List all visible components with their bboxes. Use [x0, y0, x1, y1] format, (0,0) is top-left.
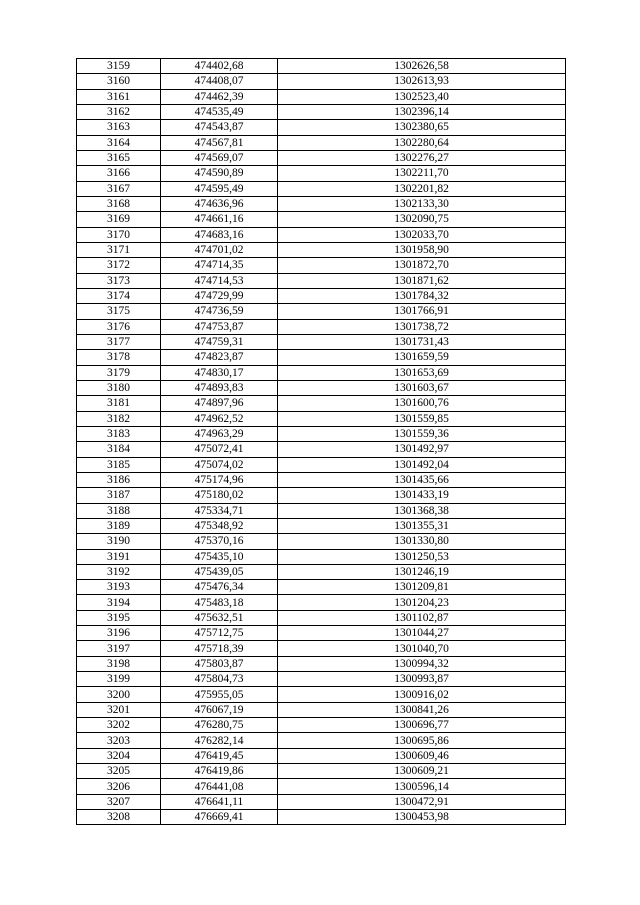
- table-row: [77, 564, 566, 579]
- table-row: [77, 242, 566, 257]
- y-coordinate-cell: 1302276,27: [278, 150, 566, 165]
- point-number-cell: 3166: [77, 166, 161, 181]
- point-number-cell: 3163: [77, 120, 161, 135]
- y-coordinate-cell: 1301600,76: [278, 396, 566, 411]
- point-number-cell: 3171: [77, 242, 161, 257]
- y-coordinate-cell: 1300916,02: [278, 687, 566, 702]
- y-coordinate-cell: 1302626,58: [278, 59, 566, 74]
- y-coordinate-cell: 1301368,38: [278, 503, 566, 518]
- x-coordinate-cell: 476282,14: [161, 733, 278, 748]
- x-coordinate-cell: 474897,96: [161, 396, 278, 411]
- x-coordinate-cell: 475072,41: [161, 442, 278, 457]
- x-coordinate-cell: 474535,49: [161, 104, 278, 119]
- y-coordinate-cell: 1302396,14: [278, 104, 566, 119]
- table-row: [77, 503, 566, 518]
- table-row: [77, 258, 566, 273]
- y-coordinate-cell: 1301766,91: [278, 304, 566, 319]
- point-number-cell: 3196: [77, 626, 161, 641]
- y-coordinate-cell: 1300841,26: [278, 702, 566, 717]
- x-coordinate-cell: 476419,86: [161, 764, 278, 779]
- x-coordinate-cell: 475348,92: [161, 518, 278, 533]
- table-row: [77, 150, 566, 165]
- x-coordinate-cell: 474963,29: [161, 426, 278, 441]
- table-row: [77, 59, 566, 74]
- point-number-cell: 3165: [77, 150, 161, 165]
- point-number-cell: 3193: [77, 580, 161, 595]
- table-row: [77, 365, 566, 380]
- point-number-cell: 3203: [77, 733, 161, 748]
- y-coordinate-cell: 1302201,82: [278, 181, 566, 196]
- table-row: [77, 549, 566, 564]
- table-row: [77, 212, 566, 227]
- point-number-cell: 3192: [77, 564, 161, 579]
- point-number-cell: 3167: [77, 181, 161, 196]
- table-row: [77, 396, 566, 411]
- x-coordinate-cell: 474408,07: [161, 74, 278, 89]
- coordinates-table-body: [77, 59, 566, 825]
- x-coordinate-cell: 475334,71: [161, 503, 278, 518]
- y-coordinate-cell: 1301250,53: [278, 549, 566, 564]
- y-coordinate-cell: 1301044,27: [278, 626, 566, 641]
- y-coordinate-cell: 1301433,19: [278, 488, 566, 503]
- coordinates-table: [76, 58, 566, 825]
- x-coordinate-cell: 475718,39: [161, 641, 278, 656]
- point-number-cell: 3195: [77, 610, 161, 625]
- y-coordinate-cell: 1301355,31: [278, 518, 566, 533]
- table-row: [77, 794, 566, 809]
- table-row: [77, 426, 566, 441]
- table-row: [77, 227, 566, 242]
- table-row: [77, 166, 566, 181]
- y-coordinate-cell: 1302613,93: [278, 74, 566, 89]
- point-number-cell: 3181: [77, 396, 161, 411]
- x-coordinate-cell: 474636,96: [161, 196, 278, 211]
- y-coordinate-cell: 1301204,23: [278, 595, 566, 610]
- y-coordinate-cell: 1301559,85: [278, 411, 566, 426]
- y-coordinate-cell: 1300993,87: [278, 672, 566, 687]
- y-coordinate-cell: 1301738,72: [278, 319, 566, 334]
- table-row: [77, 380, 566, 395]
- table-row: [77, 411, 566, 426]
- table-row: [77, 488, 566, 503]
- point-number-cell: 3178: [77, 350, 161, 365]
- x-coordinate-cell: 475476,34: [161, 580, 278, 595]
- point-number-cell: 3161: [77, 89, 161, 104]
- y-coordinate-cell: 1302211,70: [278, 166, 566, 181]
- x-coordinate-cell: 475483,18: [161, 595, 278, 610]
- x-coordinate-cell: 476669,41: [161, 810, 278, 825]
- x-coordinate-cell: 474567,81: [161, 135, 278, 150]
- x-coordinate-cell: 474823,87: [161, 350, 278, 365]
- point-number-cell: 3183: [77, 426, 161, 441]
- point-number-cell: 3201: [77, 702, 161, 717]
- point-number-cell: 3175: [77, 304, 161, 319]
- x-coordinate-cell: 475712,75: [161, 626, 278, 641]
- x-coordinate-cell: 474683,16: [161, 227, 278, 242]
- y-coordinate-cell: 1300695,86: [278, 733, 566, 748]
- y-coordinate-cell: 1301492,97: [278, 442, 566, 457]
- x-coordinate-cell: 474590,89: [161, 166, 278, 181]
- point-number-cell: 3189: [77, 518, 161, 533]
- point-number-cell: 3197: [77, 641, 161, 656]
- x-coordinate-cell: 474753,87: [161, 319, 278, 334]
- y-coordinate-cell: 1301871,62: [278, 273, 566, 288]
- point-number-cell: 3176: [77, 319, 161, 334]
- x-coordinate-cell: 474595,49: [161, 181, 278, 196]
- x-coordinate-cell: 475074,02: [161, 457, 278, 472]
- y-coordinate-cell: 1301492,04: [278, 457, 566, 472]
- table-row: [77, 181, 566, 196]
- point-number-cell: 3186: [77, 472, 161, 487]
- x-coordinate-cell: 474729,99: [161, 288, 278, 303]
- table-row: [77, 718, 566, 733]
- y-coordinate-cell: 1300609,46: [278, 748, 566, 763]
- y-coordinate-cell: 1300453,98: [278, 810, 566, 825]
- table-row: [77, 288, 566, 303]
- table-row: [77, 702, 566, 717]
- point-number-cell: 3187: [77, 488, 161, 503]
- y-coordinate-cell: 1302280,64: [278, 135, 566, 150]
- table-row: [77, 641, 566, 656]
- y-coordinate-cell: 1301040,70: [278, 641, 566, 656]
- table-row: [77, 89, 566, 104]
- x-coordinate-cell: 476280,75: [161, 718, 278, 733]
- point-number-cell: 3185: [77, 457, 161, 472]
- x-coordinate-cell: 474661,16: [161, 212, 278, 227]
- point-number-cell: 3173: [77, 273, 161, 288]
- point-number-cell: 3200: [77, 687, 161, 702]
- table-row: [77, 672, 566, 687]
- table-row: [77, 334, 566, 349]
- table-row: [77, 656, 566, 671]
- x-coordinate-cell: 476641,11: [161, 794, 278, 809]
- point-number-cell: 3170: [77, 227, 161, 242]
- y-coordinate-cell: 1301659,59: [278, 350, 566, 365]
- table-row: [77, 442, 566, 457]
- y-coordinate-cell: 1301958,90: [278, 242, 566, 257]
- point-number-cell: 3191: [77, 549, 161, 564]
- y-coordinate-cell: 1302523,40: [278, 89, 566, 104]
- point-number-cell: 3190: [77, 534, 161, 549]
- x-coordinate-cell: 475370,16: [161, 534, 278, 549]
- point-number-cell: 3180: [77, 380, 161, 395]
- x-coordinate-cell: 476441,08: [161, 779, 278, 794]
- y-coordinate-cell: 1302033,70: [278, 227, 566, 242]
- x-coordinate-cell: 475804,73: [161, 672, 278, 687]
- point-number-cell: 3205: [77, 764, 161, 779]
- point-number-cell: 3169: [77, 212, 161, 227]
- table-row: [77, 350, 566, 365]
- x-coordinate-cell: 476419,45: [161, 748, 278, 763]
- x-coordinate-cell: 474962,52: [161, 411, 278, 426]
- point-number-cell: 3208: [77, 810, 161, 825]
- y-coordinate-cell: 1300609,21: [278, 764, 566, 779]
- x-coordinate-cell: 474714,35: [161, 258, 278, 273]
- point-number-cell: 3177: [77, 334, 161, 349]
- y-coordinate-cell: 1300596,14: [278, 779, 566, 794]
- table-row: [77, 764, 566, 779]
- x-coordinate-cell: 474714,53: [161, 273, 278, 288]
- table-row: [77, 304, 566, 319]
- x-coordinate-cell: 474543,87: [161, 120, 278, 135]
- table-row: [77, 748, 566, 763]
- table-row: [77, 120, 566, 135]
- x-coordinate-cell: 475439,05: [161, 564, 278, 579]
- x-coordinate-cell: 475435,10: [161, 549, 278, 564]
- point-number-cell: 3202: [77, 718, 161, 733]
- table-row: [77, 273, 566, 288]
- y-coordinate-cell: 1301330,80: [278, 534, 566, 549]
- point-number-cell: 3206: [77, 779, 161, 794]
- y-coordinate-cell: 1300994,32: [278, 656, 566, 671]
- y-coordinate-cell: 1300696,77: [278, 718, 566, 733]
- y-coordinate-cell: 1301872,70: [278, 258, 566, 273]
- point-number-cell: 3160: [77, 74, 161, 89]
- point-number-cell: 3162: [77, 104, 161, 119]
- point-number-cell: 3164: [77, 135, 161, 150]
- table-row: [77, 779, 566, 794]
- x-coordinate-cell: 474462,39: [161, 89, 278, 104]
- point-number-cell: 3199: [77, 672, 161, 687]
- y-coordinate-cell: 1301559,36: [278, 426, 566, 441]
- table-row: [77, 810, 566, 825]
- y-coordinate-cell: 1302380,65: [278, 120, 566, 135]
- y-coordinate-cell: 1301603,67: [278, 380, 566, 395]
- table-row: [77, 518, 566, 533]
- y-coordinate-cell: 1301209,81: [278, 580, 566, 595]
- y-coordinate-cell: 1301784,32: [278, 288, 566, 303]
- point-number-cell: 3204: [77, 748, 161, 763]
- y-coordinate-cell: 1301102,87: [278, 610, 566, 625]
- point-number-cell: 3194: [77, 595, 161, 610]
- y-coordinate-cell: 1301246,19: [278, 564, 566, 579]
- table-row: [77, 135, 566, 150]
- table-row: [77, 74, 566, 89]
- table-row: [77, 319, 566, 334]
- x-coordinate-cell: 474893,83: [161, 380, 278, 395]
- x-coordinate-cell: 475174,96: [161, 472, 278, 487]
- y-coordinate-cell: 1301653,69: [278, 365, 566, 380]
- y-coordinate-cell: 1302133,30: [278, 196, 566, 211]
- x-coordinate-cell: 475632,51: [161, 610, 278, 625]
- y-coordinate-cell: 1301731,43: [278, 334, 566, 349]
- y-coordinate-cell: 1302090,75: [278, 212, 566, 227]
- point-number-cell: 3198: [77, 656, 161, 671]
- x-coordinate-cell: 475955,05: [161, 687, 278, 702]
- x-coordinate-cell: 474736,59: [161, 304, 278, 319]
- point-number-cell: 3207: [77, 794, 161, 809]
- x-coordinate-cell: 474759,31: [161, 334, 278, 349]
- table-row: [77, 595, 566, 610]
- y-coordinate-cell: 1300472,91: [278, 794, 566, 809]
- x-coordinate-cell: 476067,19: [161, 702, 278, 717]
- table-row: [77, 534, 566, 549]
- x-coordinate-cell: 474402,68: [161, 59, 278, 74]
- y-coordinate-cell: 1301435,66: [278, 472, 566, 487]
- table-row: [77, 626, 566, 641]
- table-row: [77, 610, 566, 625]
- x-coordinate-cell: 475803,87: [161, 656, 278, 671]
- table-row: [77, 472, 566, 487]
- x-coordinate-cell: 474830,17: [161, 365, 278, 380]
- table-row: [77, 733, 566, 748]
- point-number-cell: 3168: [77, 196, 161, 211]
- x-coordinate-cell: 474701,02: [161, 242, 278, 257]
- point-number-cell: 3174: [77, 288, 161, 303]
- point-number-cell: 3172: [77, 258, 161, 273]
- point-number-cell: 3188: [77, 503, 161, 518]
- point-number-cell: 3182: [77, 411, 161, 426]
- point-number-cell: 3159: [77, 59, 161, 74]
- point-number-cell: 3184: [77, 442, 161, 457]
- table-row: [77, 687, 566, 702]
- x-coordinate-cell: 474569,07: [161, 150, 278, 165]
- table-row: [77, 196, 566, 211]
- table-row: [77, 104, 566, 119]
- x-coordinate-cell: 475180,02: [161, 488, 278, 503]
- table-row: [77, 580, 566, 595]
- table-row: [77, 457, 566, 472]
- point-number-cell: 3179: [77, 365, 161, 380]
